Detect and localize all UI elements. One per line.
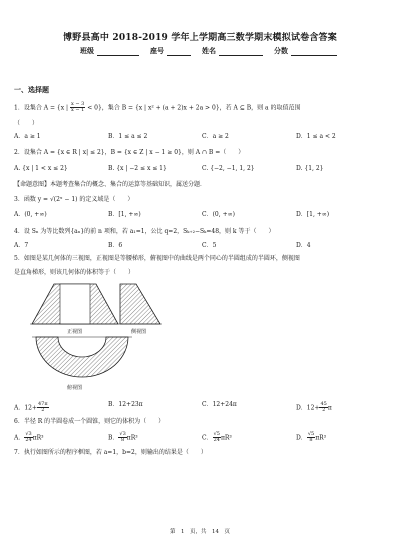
q6-option-d: D． $\frac{√5}{8}$ πR³ — [296, 431, 327, 444]
q5-option-c: C．12+24π — [202, 401, 237, 408]
seat-blank — [167, 55, 191, 56]
front-view-figure — [30, 280, 120, 335]
q4-option-c: C．5 — [202, 242, 217, 249]
name-label: 姓名 — [202, 46, 216, 55]
q1-paren: （ ） — [14, 120, 39, 127]
score-blank — [291, 55, 337, 56]
q3-stem: 3．函数 y = √(2ˣ − 1) 的定义域是（ ） — [14, 196, 134, 203]
q1-fraction: $\frac{x - 3}{x - 1}$ — [70, 101, 85, 114]
class-label: 班级 — [80, 46, 94, 55]
q4-option-a: A．7 — [14, 242, 29, 249]
page-title: 博野县高中 2018-2019 学年上学期高三数学期末模拟试卷含答案 — [63, 33, 337, 43]
q6-option-a: A． $\frac{√3}{24}$ πR³ — [14, 431, 44, 444]
q2-option-c: C. {−2, −1, 1, 2} — [202, 165, 255, 172]
q4-stem: 4．设 Sₙ 为等比数列{aₙ}的前 n 项和，若 a₁=1，公比 q=2，Sₖ₊₂−Sₖ=48，则 k 等于（ ） — [14, 228, 275, 235]
q3-option-c: C．(0, +∞) — [202, 211, 235, 218]
score-label: 分数 — [274, 46, 288, 55]
q5-option-b: B．12+23π — [108, 401, 143, 408]
q2-stem: 2．设集合 A = {x ∈ R | x| ≤ 2}，B = {x ∈ Z | x − 1 ≥ 0}，则 A ∩ B =（ ） — [14, 149, 245, 156]
q7-stem: 7．执行如图所示的程序框图，若 a=1，b=2，则输出的结果是（ ） — [14, 449, 207, 456]
q2-option-b: B. {x | −2 ≤ x ≤ 1} — [108, 165, 167, 172]
q6-option-c: C． $\frac{√5}{24}$ πR³ — [202, 431, 232, 444]
q1-stem: 1．设集合 A = {x | $\frac{x - 3}{x - 1}$ < 0}，集合 B = {x | x² + (a + 2)x + 2a > 0}，若 A ⊆ B，则 a 的取值范围 — [14, 101, 301, 114]
q1-option-a: A．a ≥ 1 — [14, 133, 41, 140]
q3-option-a: A．(0, +∞) — [14, 211, 47, 218]
side-view-label: 侧视图 — [131, 329, 147, 335]
q1-option-b: B．1 ≤ a ≤ 2 — [108, 133, 148, 140]
q5-option-a: A．12+ $\frac{47\pi}{2}$ — [14, 401, 48, 414]
top-view-label: 俯视图 — [67, 385, 83, 391]
q1-option-d: D．1 ≤ a < 2 — [296, 133, 336, 140]
page-footer: 第 1 页，共 14 页 — [170, 529, 230, 535]
q6-stem: 6．半径 R 的半圆卷成一个圆锥，则它的体积为（ ） — [14, 418, 165, 425]
q5-stem-line1: 5．如图是某几何体的三视图，正视图是等腰梯形，俯视图中的曲线是两个同心的半圆组成的半圆环，侧视图 — [14, 255, 300, 262]
q2-option-a: A. {x | 1 < x ≤ 2} — [14, 165, 68, 172]
q5-option-d: D．12+ $\frac{45}{2}$ π — [296, 401, 332, 414]
q4-option-d: D．4 — [296, 242, 311, 249]
section-heading: 一、选择题 — [14, 85, 49, 94]
q1-option-c: C．a ≥ 2 — [202, 133, 229, 140]
top-view-figure — [32, 333, 132, 383]
q2-option-d: D. {1, 2} — [296, 165, 324, 172]
q2-note: 【命题意图】本题考查集合的概念、集合的运算等基础知识，属送分题． — [14, 181, 207, 188]
q3-option-b: B．[1, +∞) — [108, 211, 141, 218]
side-view-figure — [118, 280, 163, 335]
q5-stem-line2: 是直角梯形，则该几何体的体积等于（ ） — [14, 269, 135, 276]
class-blank — [97, 55, 139, 56]
q3-option-d: D．[1, +∞) — [296, 211, 330, 218]
q6-option-b: B． $\frac{√3}{8}$ πR³ — [108, 431, 138, 444]
seat-label: 座号 — [150, 46, 164, 55]
q4-option-b: B．6 — [108, 242, 123, 249]
name-blank — [219, 55, 263, 56]
front-view-label: 正视图 — [67, 329, 83, 335]
